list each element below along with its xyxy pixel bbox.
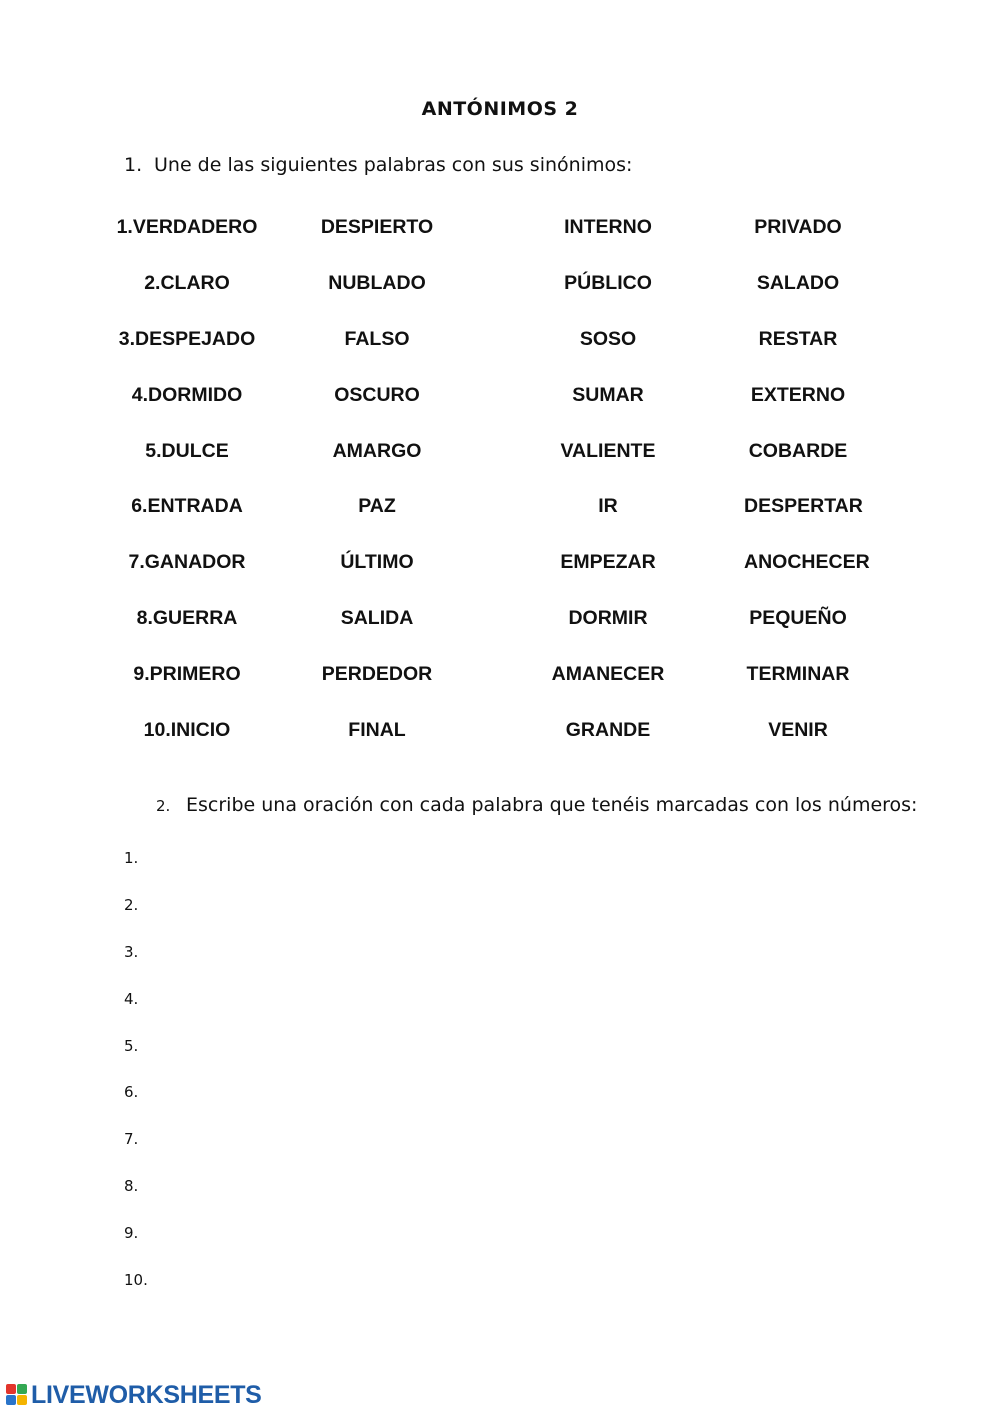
word-row [92,256,892,312]
sentence-line-number: 10. [124,1271,148,1290]
exercise-1-instruction [124,154,632,176]
word-cell: 5.DULCE [145,439,229,462]
liveworksheets-logo [6,1380,262,1410]
sentence-line-number: 9. [124,1224,139,1243]
word-cell: VALIENTE [560,439,656,462]
word-row [92,479,892,535]
word-cell: VENIR [768,718,828,741]
word-cell: 8.GUERRA [136,606,238,629]
word-cell: 1.VERDADERO [116,216,258,239]
word-cell: FINAL [348,718,406,741]
sentence-line-number: 1. [124,849,139,867]
word-cell: RESTAR [758,327,838,350]
worksheet-title: ANTÓNIMOS 2 [421,98,579,120]
word-cell: PAZ [358,495,396,518]
word-cell: GRANDE [565,718,651,741]
sentence-line-number: 8. [124,1177,139,1196]
word-row [92,535,892,591]
word-cell: 2.CLARO [144,272,230,295]
word-cell: PERDEDOR [321,662,433,685]
word-cell: SALADO [756,272,840,295]
word-cell: EMPEZAR [560,551,656,574]
word-cell: TERMINAR [746,662,850,685]
word-cell: ÚLTIMO [340,551,414,574]
word-row [92,423,892,479]
exercise-1-number: 1. [124,154,143,176]
word-cell: IR [598,495,618,518]
word-row [92,591,892,647]
word-cell: 9.PRIMERO [133,662,241,685]
word-cell: DESPERTAR [744,495,863,518]
word-cell: AMANECER [551,662,665,685]
word-cell: 4.DORMIDO [131,383,243,406]
word-cell: NUBLADO [328,272,426,295]
word-cell: DESPIERTO [320,216,434,239]
word-cell: INTERNO [564,216,652,239]
word-cell: EXTERNO [750,383,846,406]
word-cell: ANOCHECER [744,551,870,574]
word-cell: DORMIR [568,606,648,629]
word-row [92,367,892,423]
word-cell: OSCURO [334,383,420,406]
sentence-list [124,849,148,1318]
word-cell: 6.ENTRADA [131,495,243,518]
sentence-line-number: 3. [124,942,139,961]
exercise-2-number: 2. [156,797,171,815]
exercise-2-instruction [156,794,917,816]
word-table [92,200,892,758]
sentence-line-number: 2. [124,895,139,914]
word-row [92,702,892,758]
sentence-line-number: 6. [124,1083,139,1102]
word-cell: SALIDA [340,606,414,629]
word-cell: 10.INICIO [143,718,231,741]
word-row [92,646,892,702]
liveworksheets-logo-icon [6,1384,28,1406]
sentence-line-number: 7. [124,1130,139,1149]
word-cell: COBARDE [748,439,848,462]
word-cell: AMARGO [332,439,422,462]
exercise-1-text: Une de las siguientes palabras con sus sinónimos: [154,154,633,176]
word-cell: 3.DESPEJADO [118,327,256,350]
word-cell: PRIVADO [754,216,842,239]
liveworksheets-brand: LIVEWORKSHEETS [31,1380,262,1409]
word-cell: SOSO [579,327,637,350]
word-cell: SUMAR [572,383,644,406]
word-cell: FALSO [344,327,410,350]
exercise-2-text: Escribe una oración con cada palabra que tenéis marcadas con los números: [186,794,918,816]
word-cell: 7.GANADOR [128,551,246,574]
word-cell: PEQUEÑO [749,606,847,629]
word-row [92,200,892,256]
word-cell: PÚBLICO [564,272,652,295]
sentence-line-number: 5. [124,1036,139,1055]
sentence-line-number: 4. [124,989,139,1008]
word-row [92,312,892,368]
